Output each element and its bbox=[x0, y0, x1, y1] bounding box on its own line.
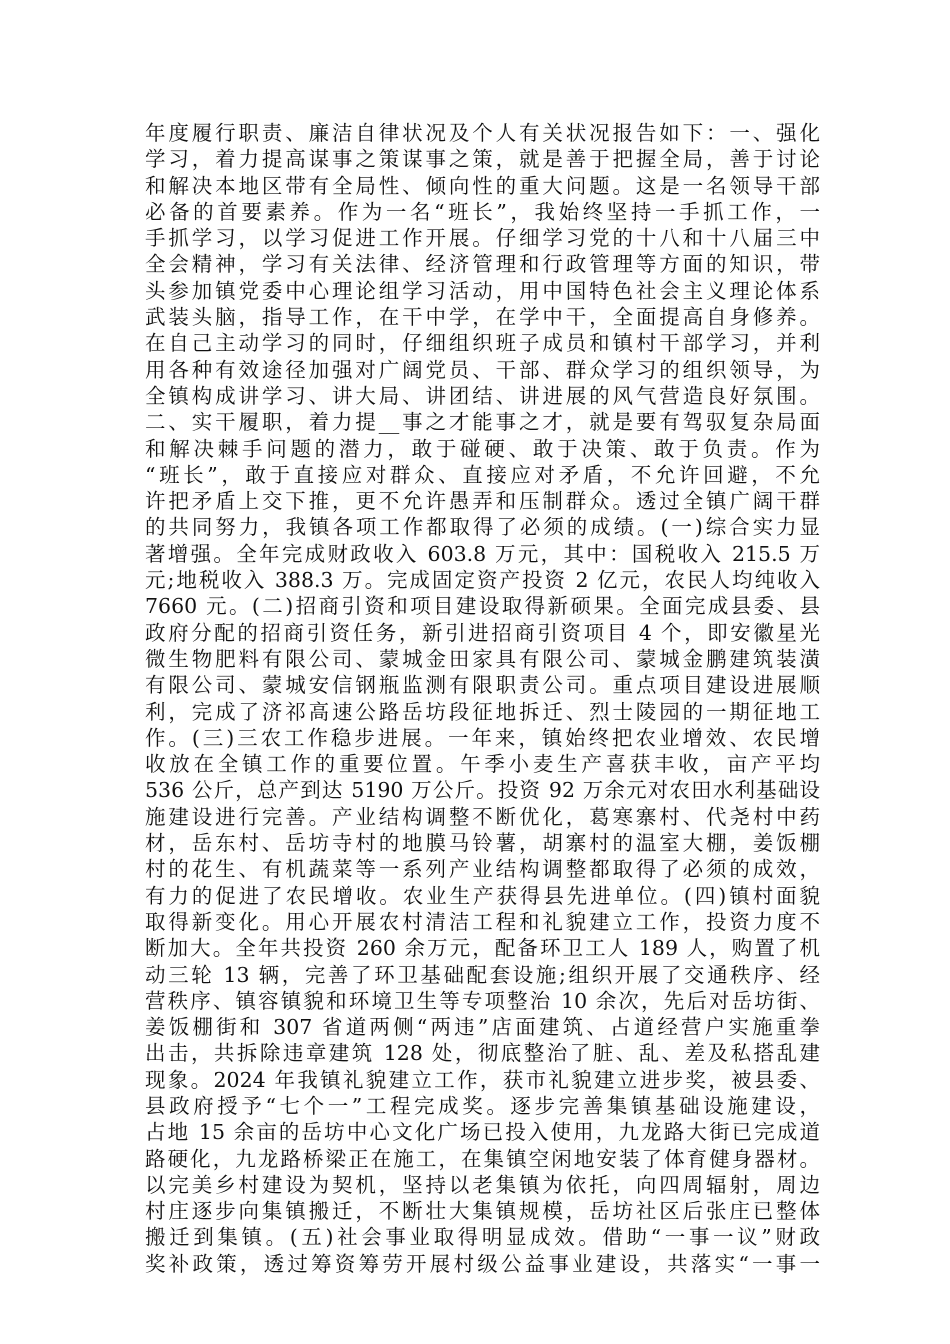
text-line: 现象。2024 年我镇礼貌建立工作，获市礼貌建立进步奖，被县委、 bbox=[145, 1067, 820, 1092]
text-line: 奖补政策，透过筹资筹劳开展村级公益事业建设，共落实“一事一 bbox=[145, 1251, 820, 1276]
text-line: 和解决本地区带有全局性、倾向性的重大问题。这是一名领导干部 bbox=[145, 173, 820, 198]
text-line: 收放在全镇工作的重要位置。午季小麦生产喜获丰收，亩产平均 bbox=[145, 752, 820, 777]
text-line: 村庄逐步向集镇搬迁，不断壮大集镇规模，岳坊社区后张庄已整体 bbox=[145, 1199, 820, 1224]
text-line: 536 公斤，总产到达 5190 万公斤。投资 92 万余元对农田水利基础设 bbox=[145, 778, 820, 803]
text-line: 村的花生、有机蔬菜等一系列产业结构调整都取得了必须的成效， bbox=[145, 857, 820, 882]
text-line: 搬迁到集镇。(五)社会事业取得明显成效。借助“一事一议”财政 bbox=[145, 1225, 820, 1250]
text-line: 7660 元。(二)招商引资和项目建设取得新硕果。全面完成县委、县 bbox=[145, 594, 820, 619]
text-line: 头参加镇党委中心理论组学习活动，用中国特色社会主义理论体系 bbox=[145, 278, 820, 303]
text-line: 武装头脑，指导工作，在干中学，在学中干，全面提高自身修养。 bbox=[145, 305, 820, 330]
text-line: 和解决棘手问题的潜力，敢于碰硬、敢于决策、敢于负责。作为 bbox=[145, 436, 820, 461]
text-line: 以完美乡村建设为契机，坚持以老集镇为依托，向四周辐射，周边 bbox=[145, 1172, 820, 1197]
text-line: 手抓学习，以学习促进工作开展。仔细学习党的十八和十八届三中 bbox=[145, 226, 820, 251]
text-line: 政府分配的招商引资任务，新引进招商引资项目 4 个，即安徽星光 bbox=[145, 620, 820, 645]
text-line: 全镇构成讲学习、讲大局、讲团结、讲进展的风气营造良好氛围。 bbox=[145, 383, 820, 408]
text-line: 全会精神，学习有关法律、经济管理和行政管理等方面的知识，带 bbox=[145, 252, 820, 277]
text-line: 年度履行职责、廉洁自律状况及个人有关状况报告如下：一、强化 bbox=[145, 121, 820, 145]
text-line: 县政府授予“七个一”工程完成奖。逐步完善集镇基础设施建设， bbox=[145, 1093, 820, 1118]
text-line: 许把矛盾上交下推，更不允许愚弄和压制群众。透过全镇广阔干群 bbox=[145, 489, 820, 514]
text-line: “班长”，敢于直接应对群众、直接应对矛盾，不允许回避，不允 bbox=[145, 462, 820, 487]
text-line: 动三轮 13 辆，完善了环卫基础配套设施;组织开展了交通秩序、经 bbox=[145, 962, 820, 987]
text-line: 占地 15 余亩的岳坊中心文化广场已投入使用，九龙路大街已完成道 bbox=[145, 1120, 820, 1145]
text-line: 施建设进行完善。产业结构调整不断优化，葛寒寨村、代尧村中药 bbox=[145, 804, 820, 829]
text-line: 有力的促进了农民增收。农业生产获得县先进单位。(四)镇村面貌 bbox=[145, 883, 820, 908]
text-line: 元;地税收入 388.3 万。完成固定资产投资 2 亿元，农民人均纯收入 bbox=[145, 568, 820, 593]
text-line: 材，岳东村、岳坊寺村的地膜马铃薯，胡寨村的温室大棚，姜饭棚 bbox=[145, 831, 820, 856]
text-line: 微生物肥料有限公司、蒙城金田家具有限公司、蒙城金鹏建筑装潢 bbox=[145, 646, 820, 671]
text-line: 用各种有效途径加强对广阔党员、干部、群众学习的组织领导，为 bbox=[145, 357, 820, 382]
text-line: 姜饭棚街和 307 省道两侧“两违”店面建筑、占道经营户实施重拳 bbox=[145, 1015, 820, 1040]
text-line: 著增强。全年完成财政收入 603.8 万元，其中：国税收入 215.5 万 bbox=[145, 541, 820, 566]
text-line: 学习，着力提高谋事之策谋事之策，就是善于把握全局，善于讨论 bbox=[145, 147, 820, 172]
text-line: 作。(三)三农工作稳步进展。一年来，镇始终把农业增效、农民增 bbox=[145, 725, 820, 750]
text-line: 断加大。全年共投资 260 余万元，配备环卫工人 189 人，购置了机 bbox=[145, 936, 820, 961]
text-line: 必备的首要素养。作为一名“班长”，我始终坚持一手抓工作，一 bbox=[145, 199, 820, 224]
text-line: 利，完成了济祁高速公路岳坊段征地拆迁、烈士陵园的一期征地工 bbox=[145, 699, 820, 724]
text-line: 路硬化，九龙路桥梁正在施工，在集镇空闲地安装了体育健身器材。 bbox=[145, 1146, 820, 1171]
text-line: 营秩序、镇容镇貌和环境卫生等专项整治 10 余次，先后对岳坊街、 bbox=[145, 988, 820, 1013]
text-line: 二、实干履职，着力提__事之才能事之才，就是要有驾驭复杂局面 bbox=[145, 410, 820, 435]
text-line: 的共同努力，我镇各项工作都取得了必须的成绩。(一)综合实力显 bbox=[145, 515, 820, 540]
text-line: 出击，共拆除违章建筑 128 处，彻底整治了脏、乱、差及私搭乱建 bbox=[145, 1041, 820, 1066]
text-line: 在自己主动学习的同时，仔细组织班子成员和镇村干部学习，并利 bbox=[145, 331, 820, 356]
text-line: 有限公司、蒙城安信钢瓶监测有限职责公司。重点项目建设进展顺 bbox=[145, 673, 820, 698]
text-line: 取得新变化。用心开展农村清洁工程和礼貌建立工作，投资力度不 bbox=[145, 909, 820, 934]
document-page bbox=[145, 120, 820, 1277]
document-body bbox=[145, 120, 820, 1277]
